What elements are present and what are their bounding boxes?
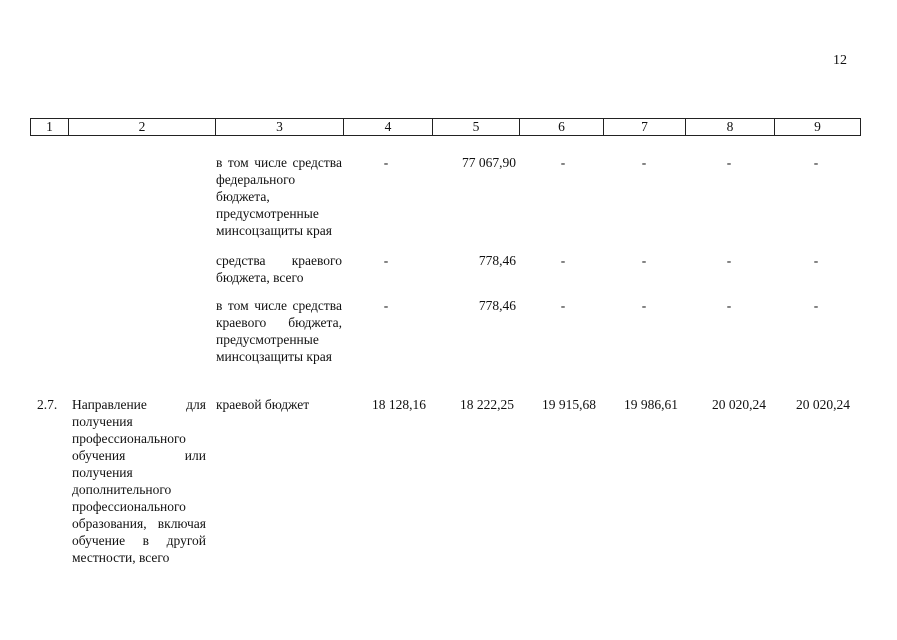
header-col-7: 7 [604,119,686,136]
value-col-9: - [813,298,819,313]
funding-source-cell: краевой бюджет [216,397,310,412]
item-number-cell: 2.7. [37,397,58,412]
value-col-5: 778,46 [478,298,516,313]
value-col-4: - [383,155,389,170]
header-col-1: 1 [31,119,69,136]
value-col-7: 19 986,61 [624,397,678,412]
header-col-6: 6 [520,119,604,136]
header-col-9: 9 [775,119,861,136]
value-col-7: - [641,155,647,170]
item-name-cell: Направление для получения профессионального обучения или получения дополнительного профессионального образования, включая обучение в другой местности, всего [72,397,206,565]
header-col-3: 3 [216,119,344,136]
value-col-4: - [383,298,389,313]
value-col-5: 77 067,90 [462,155,516,170]
value-col-8: - [726,155,732,170]
value-col-7: - [641,253,647,268]
value-col-9: - [813,253,819,268]
value-col-5: 778,46 [478,253,516,268]
header-col-2: 2 [69,119,216,136]
header-col-4: 4 [344,119,433,136]
value-col-7: - [641,298,647,313]
header-col-8: 8 [686,119,775,136]
value-col-6: - [560,298,566,313]
value-col-4: - [383,253,389,268]
value-col-6: - [560,253,566,268]
value-col-8: - [726,298,732,313]
funding-source-cell: в том числе средства краевого бюджета, предусмотренные минсоцзащиты края [216,298,342,364]
funding-source-cell: в том числе средства федерального бюджета, предусмотренные минсоцзащиты края [216,155,342,238]
value-col-5: 18 222,25 [460,397,514,412]
funding-source-cell: средства краевого бюджета, всего [216,253,342,285]
column-number-header [30,118,861,136]
value-col-9: - [813,155,819,170]
page-number: 12 [833,53,847,68]
header-col-5: 5 [433,119,520,136]
value-col-4: 18 128,16 [372,397,426,412]
value-col-6: 19 915,68 [542,397,596,412]
value-col-8: 20 020,24 [712,397,766,412]
value-col-8: - [726,253,732,268]
value-col-6: - [560,155,566,170]
value-col-9: 20 020,24 [796,397,850,412]
